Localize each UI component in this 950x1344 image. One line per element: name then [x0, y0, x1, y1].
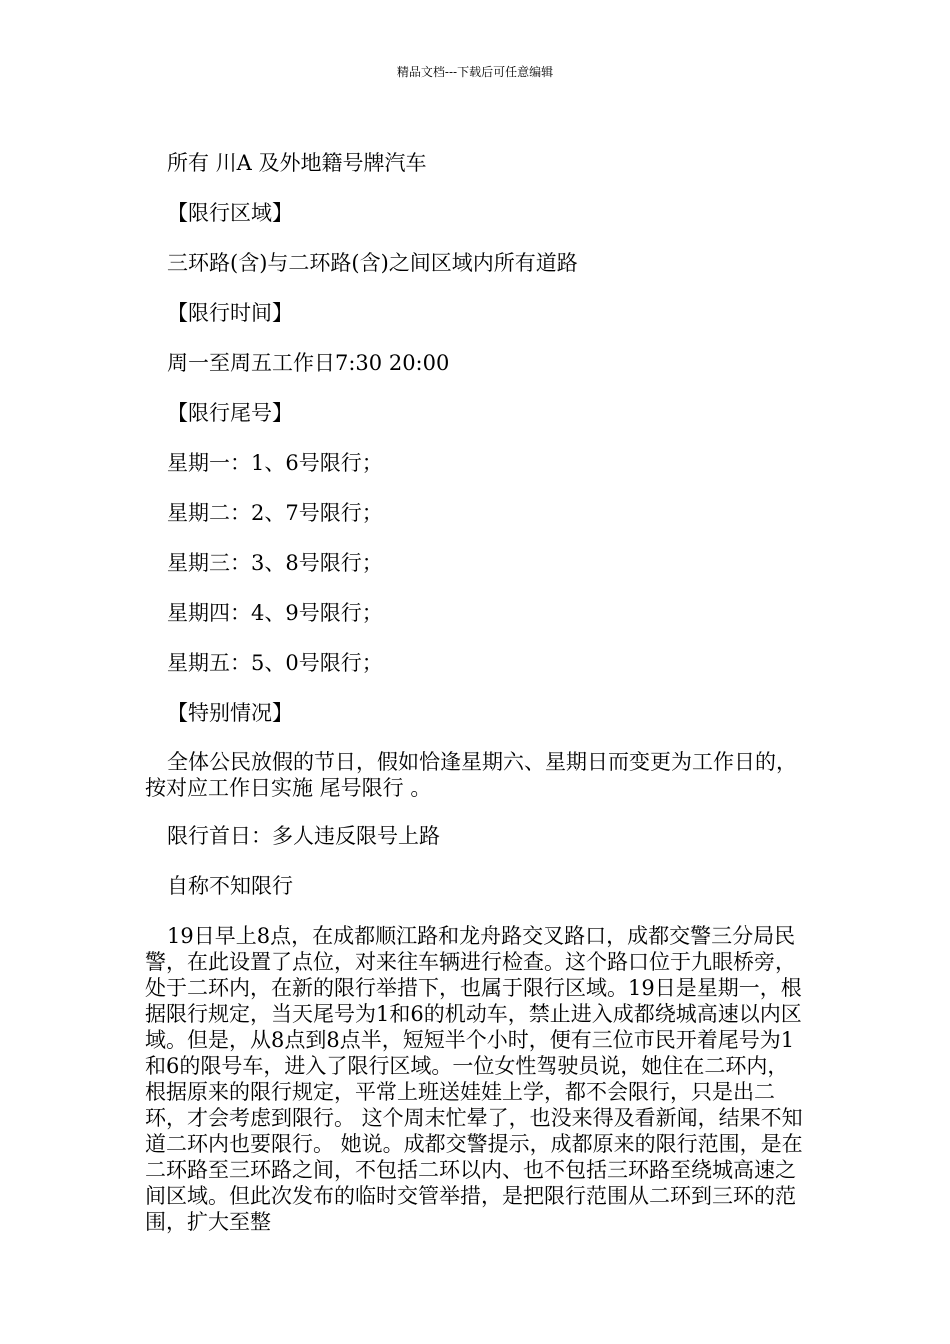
paragraph-thursday: 星期四：4、9号限行；: [167, 601, 383, 625]
paragraph-report: 19日早上8点，在成都顺江路和龙舟路交叉路口，成都交警三分局民警，在此设置了点位，对来往车辆进行检查。这个路口位于九眼桥旁，处于二环内，在新的限行举措下，也属于限行区域。19日是星期一，根据限行规定，当天尾号为1和6的机动车，禁止进入成都绕城高速以内区域。但是，从8点到8点半，短短半个小时，便有三位市民开着尾号为1和6的限号车，进入了限行区域。一位女性驾驶员说，她住在二环内，根据原来的限行规定，平常上班送娃娃上学，都不会限行，只是出二环，才会考虑到限行。 这个周末忙晕了，也没来得及看新闻，结果不知道二环内也要限行。 她说。成都交警提示，成都原来的限行范围，是在二环路至三环路之间，不包括二环以内、也不包括三环路至绕城高速之间区域。但此次发布的临时交管举措，是把限行范围从二环到三环的范围，扩大至整: [145, 924, 803, 1234]
paragraph-wednesday: 星期三：3、8号限行；: [167, 551, 383, 575]
paragraph-unaware: 自称不知限行: [167, 874, 293, 898]
paragraph-time: 周一至周五工作日7:30 20:00: [167, 351, 450, 375]
heading-restricted-area: 【限行区域】: [167, 201, 293, 225]
paragraph-friday: 星期五：5、0号限行；: [167, 651, 383, 675]
paragraph-area: 三环路(含)与二环路(含)之间区域内所有道路: [167, 251, 578, 275]
paragraph-vehicles: 所有 川A 及外地籍号牌汽车: [167, 151, 427, 175]
paragraph-monday: 星期一：1、6号限行；: [167, 451, 383, 475]
heading-special-cases: 【特别情况】: [167, 701, 293, 725]
heading-restricted-time: 【限行时间】: [167, 301, 293, 325]
page-header: 精品文档---下载后可任意编辑: [396, 65, 554, 79]
paragraph-holidays: 全体公民放假的节日，假如恰逢星期六、星期日而变更为工作日的，按对应工作日实施 尾号限行 。: [145, 750, 797, 800]
paragraph-tuesday: 星期二：2、7号限行；: [167, 501, 383, 525]
paragraph-first-day: 限行首日：多人违反限号上路: [167, 824, 440, 848]
heading-restricted-digits: 【限行尾号】: [167, 401, 293, 425]
